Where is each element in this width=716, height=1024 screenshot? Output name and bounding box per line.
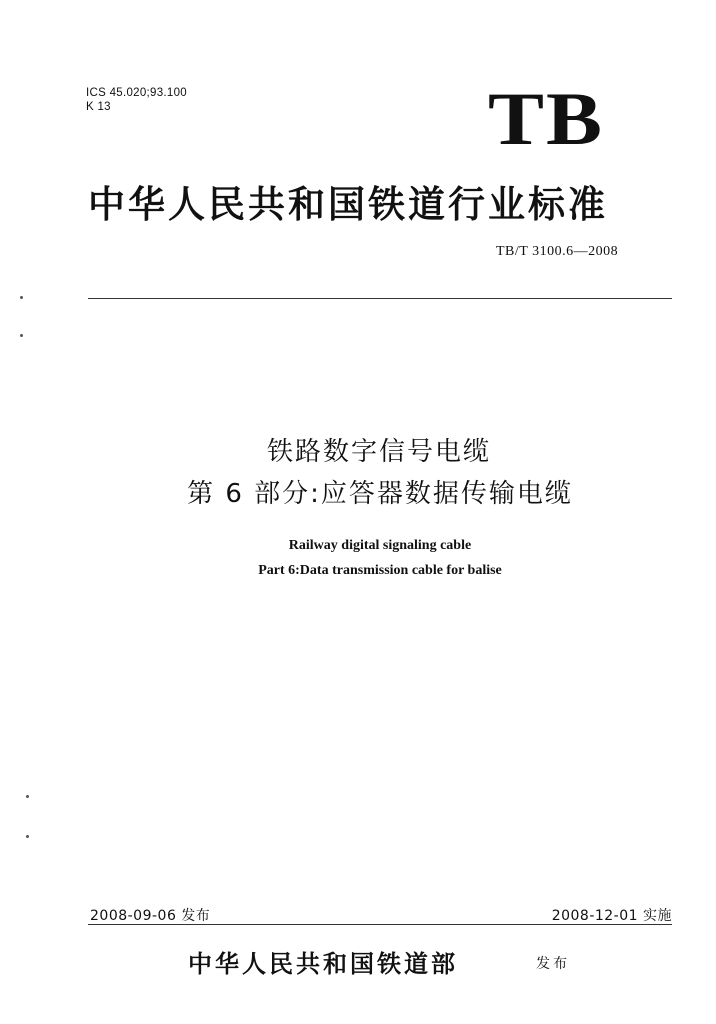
standard-number: TB/T 3100.6—2008 bbox=[496, 244, 619, 259]
document-title-en-line1: Railway digital signaling cable bbox=[288, 538, 472, 553]
issuing-authority-suffix: 发布 bbox=[536, 956, 570, 972]
scan-speck bbox=[20, 296, 23, 299]
ics-code: ICS 45.020;93.100 bbox=[86, 87, 188, 99]
document-title-en-line2: Part 6:Data transmission cable for balise bbox=[258, 563, 502, 578]
document-title-zh-line2: 第 6 部分:应答器数据传输电缆 bbox=[187, 479, 573, 509]
tb-logo: TB bbox=[488, 77, 605, 162]
publish-date: 2008-09-06 发布 bbox=[90, 908, 211, 924]
standard-category-title: 中华人民共和国铁道行业标准 bbox=[88, 182, 608, 226]
footer-divider bbox=[88, 924, 672, 925]
scan-speck bbox=[20, 334, 23, 337]
ccs-code: K 13 bbox=[86, 101, 111, 113]
scan-speck bbox=[26, 835, 29, 838]
scan-speck bbox=[26, 795, 29, 798]
issuing-authority: 中华人民共和国铁道部 bbox=[188, 949, 458, 978]
header-divider bbox=[88, 298, 672, 299]
document-title-zh-line1: 铁路数字信号电缆 bbox=[266, 437, 491, 467]
implement-date: 2008-12-01 实施 bbox=[551, 908, 672, 924]
